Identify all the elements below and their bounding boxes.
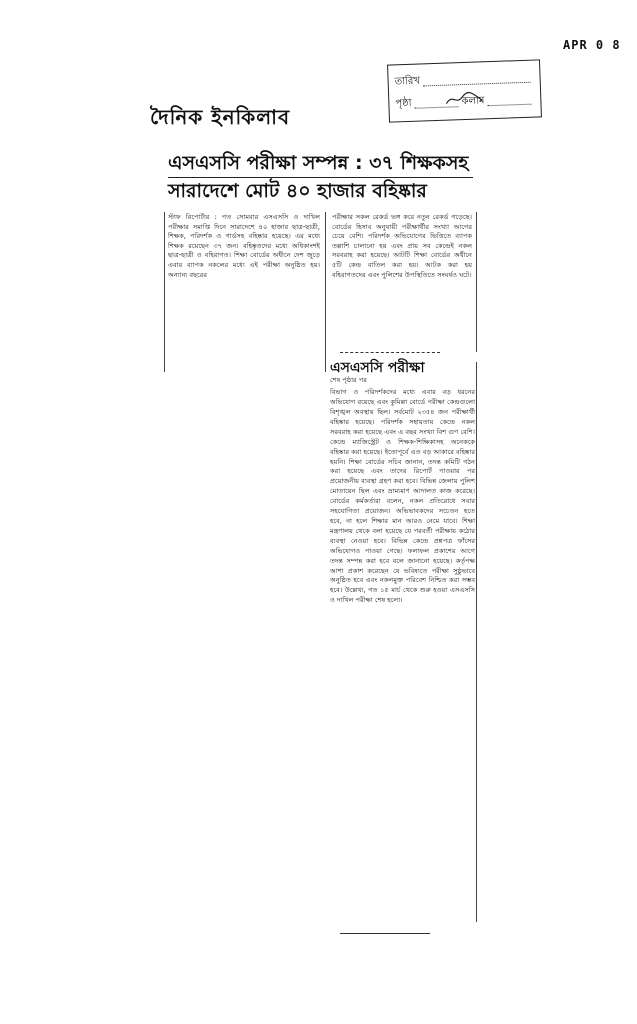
article-column-2 xyxy=(332,213,472,280)
ref-page-label: পৃষ্ঠা xyxy=(395,97,412,110)
column-rule-right-bottom xyxy=(476,362,477,922)
article-column-2-text: পরীক্ষার সকল রেকর্ড ভঙ্গ করে নতুন রেকর্ড গড়েছে। বোর্ডের হিসাব অনুযায়ী পরীক্ষার্থীর সংখ্যা আগের চেয়ে বেশি। পরিদর্শক অভিযোগের ভিত্তিতে ব্যাপক তল্লাশি চালানো হয় এবং প্রায় সব কেন্দ্রেই নকল সরবরাহ করা হয়েছে। আটটি শিক্ষা বোর্ডের অধীনে ৫টি কেন্দ্র বাতিল করা হয়। আটক করা হয় বহিরাগতদের এবং পুলিশের উপস্থিতিতে সংঘর্ষও ঘটে। xyxy=(332,213,472,279)
article-column-1 xyxy=(168,213,320,280)
received-date-stamp: APR 0 8 xyxy=(563,38,621,52)
continuation-note: শেষ পৃষ্ঠার পর xyxy=(330,375,367,384)
ref-column-label: কলাম xyxy=(461,95,485,108)
article-column-1-text: স্টাফ রিপোর্টার : গত সোমবার এসএসসি ও দাখিল পরীক্ষার সমাপ্তি দিনে সারাদেশে ৪০ হাজার ছাত্র-ছাত্রী, শিক্ষক, পরিদর্শক ও গার্ডসহ বহিষ্কার হয়েছে। এর মধ্যে শিক্ষক রয়েছেন ৩৭ জন। বহিষ্কৃতদের মধ্যে অধিকাংশই ছাত্র-ছাত্রী ও বহিরাগত। শিক্ষা বোর্ডের অধীনে দেশ জুড়ে এবার ব্যাপক নকলের মধ্যে এই পরীক্ষা অনুষ্ঠিত হয়। অন্যান্য বছরের xyxy=(168,213,320,279)
section-divider xyxy=(340,352,440,353)
newspaper-name: দৈনিক ইনকিলাব xyxy=(150,105,291,129)
signature-scribble-icon xyxy=(444,90,485,107)
reference-box xyxy=(387,59,542,122)
continuation-body: বিভাগ ও পরিদর্শকদের মধ্যে এবার বড় ধরনের অভিযোগ রয়েছে এবং কুমিল্লা বোর্ডে পরীক্ষা কেন্দ্রগুলো বিশৃঙ্খল অবস্থায় ছিল। সর্বমোট ২৩৫৪ জন পরীক্ষার্থী বহিষ্কার হয়েছে। পরিদর্শক সহায়তায় কেন্দ্রে নকল সরবরাহ করা হয়েছে এবং এ বছর সংখ্যা বিশ গুণ বেশি। কেন্দ্রে ম্যাজিস্ট্রেট ও শিক্ষক-শিক্ষিকাসহ অনেককে বহিষ্কার করা হয়েছে। ইতোপূর্বে এত বড় আকারে বহিষ্কার হয়নি। শিক্ষা বোর্ডের সচিব জানান, তদন্ত কমিটি গঠন করা হয়েছে এবং তাদের রিপোর্ট পাওয়ার পর প্রয়োজনীয় ব্যবস্থা গ্রহণ করা হবে। বিভিন্ন জেলায় পুলিশ মোতায়েন ছিল এবং ভ্রাম্যমাণ আদালত কাজ করেছে। বোর্ডের কর্মকর্তারা বলেন, নকল প্রতিরোধে সবার সহযোগিতা প্রয়োজন। অভিভাবকদের সচেতন হতে হবে, না হলে শিক্ষার মান আরও নেমে যাবে। শিক্ষা মন্ত্রণালয় থেকে বলা হয়েছে যে পরবর্তী পরীক্ষায় কঠোর ব্যবস্থা নেওয়া হবে। বিভিন্ন কেন্দ্রে প্রশ্নপত্র ফাঁসের অভিযোগও পাওয়া গেছে। ফলাফল প্রকাশের আগে তদন্ত সম্পন্ন করা হবে বলে জানানো হয়েছে। কর্তৃপক্ষ আশা প্রকাশ করেছেন যে ভবিষ্যতে পরীক্ষা সুষ্ঠুভাবে অনুষ্ঠিত হবে এবং নকলমুক্ত পরিবেশ নিশ্চিত করা সম্ভব হবে। উল্লেখ্য, গত ১৫ মার্চ থেকে শুরু হওয়া এসএসসি ও দাখিল পরীক্ষা শেষ হলো। xyxy=(330,388,475,605)
headline-line-2: সারাদেশে মোট ৪০ হাজার বহিষ্কার xyxy=(168,180,427,202)
headline xyxy=(168,150,473,205)
continuation-section xyxy=(330,360,475,606)
headline-line-1: এসএসসি পরীক্ষা সম্পন্ন : ৩৭ শিক্ষকসহ xyxy=(168,150,473,178)
column-rule-middle xyxy=(325,212,326,372)
article-end-rule xyxy=(340,933,430,934)
column-rule-right-top xyxy=(476,212,477,352)
ref-date-label: তারিখ xyxy=(394,75,421,88)
column-rule-left xyxy=(164,212,165,372)
continuation-title: এসএসসি পরীক্ষা xyxy=(330,360,425,376)
